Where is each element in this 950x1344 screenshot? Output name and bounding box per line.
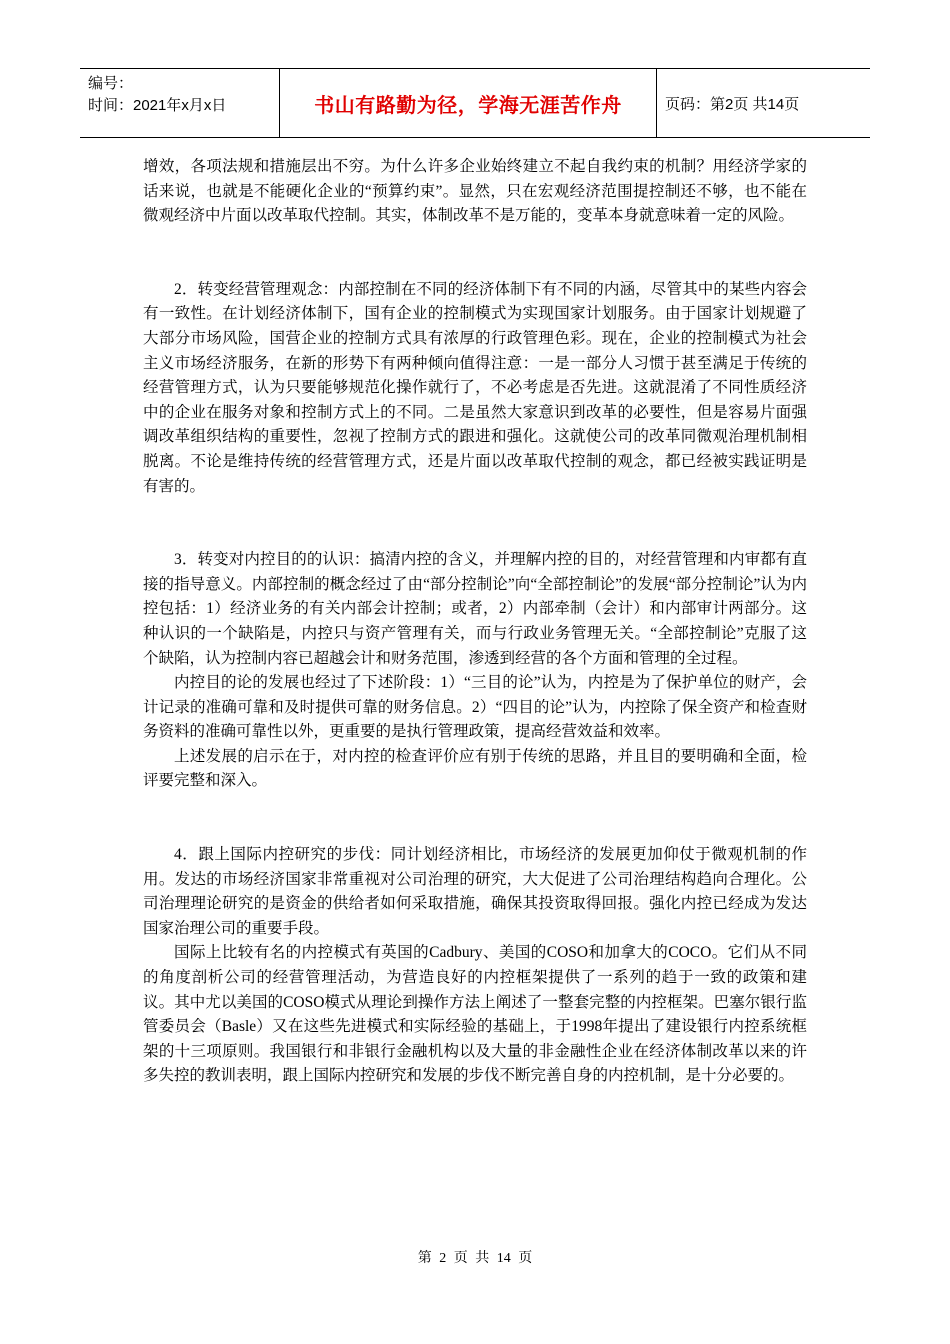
time-label: 时间：2021年x月x日: [88, 97, 227, 114]
paragraph-implication: 上述发展的启示在于，对内控的检查评价应有别于传统的思路，并且目的要明确和全面，检评要完整和深入。: [143, 747, 807, 790]
motto-text: 书山有路勤为径，学海无涯苦作舟: [314, 92, 622, 117]
paragraph-section-2: 2．转变经营管理观念：内部控制在不同的经济体制下有不同的内涵，尽管其中的某些内容会有一致性。在计划经济体制下，国有企业的控制模式为实现国家计划服务。由于国家计划规避了大部分市场风险，国营企业的控制方式具有浓厚的行政管理色彩。现在，企业的控制模式为社会主义市场经济服务，在新的形势下有两种倾向值得注意：一是一部分人习惯于甚至满足于传统的经营管理方式，认为只要能够规范化操作就行了，不必考虑是否先进。这就混淆了不同性质经济中的企业在服务对象和控制方式上的不同。二是虽然大家意识到改革的必要性，但是容易片面强调改革组织结构的重要性，忽视了控制方式的跟进和强化。这就使公司的改革同微观治理机制相脱离。不论是维持传统的经营管理方式，还是片面以改革取代控制的观念，都已经被实践证明是有害的。: [143, 280, 807, 495]
header-motto-cell: [280, 69, 657, 137]
paragraph-section-4: 4．跟上国际内控研究的步伐：同计划经济相比，市场经济的发展更加仰仗于微观机制的作用。发达的市场经济国家非常重视对公司治理的研究，大大促进了公司治理结构趋向合理化。公司治理理论研究的是资金的供给者如何采取措施，确保其投资取得回报。强化内控已经成为发达国家治理公司的重要手段。: [143, 846, 807, 937]
header-meta: [80, 69, 280, 137]
paragraph-gap: [143, 499, 807, 548]
page-footer: 第 2 页 共 14 页: [417, 1251, 533, 1266]
paragraph-continuation: 增效，各项法规和措施层出不穷。为什么许多企业始终建立不起自我约束的机制？用经济学家的话来说，也就是不能硬化企业的“预算约束”。显然，只在宏观经济范围提控制还不够，也不能在微观经济中片面以改革取代控制。其实，体制改革不是万能的，变革本身就意味着一定的风险。: [143, 158, 807, 225]
number-label: 编号：: [88, 75, 134, 92]
paragraph-gap: [143, 229, 807, 278]
page-header: [80, 68, 870, 138]
paragraph-international-models: 国际上比较有名的内控模式有英国的Cadbury、美国的COSO和加拿大的COCO。它们从不同的角度剖析公司的经营管理活动，为营造良好的内控框架提供了一系列的趋于一致的政策和建议。其中尤以美国的COSO模式从理论到操作方法上阐述了一整套完整的内控框架。巴塞尔银行监管委员会（Basle）又在这些先进模式和实际经验的基础上，于1998年提出了建设银行内控系统框架的十三项原则。我国银行和非银行金融机构以及大量的非金融性企业在经济体制改革以来的许多失控的教训表明，跟上国际内控研究和发展的步伐不断完善自身的内控机制，是十分必要的。: [143, 944, 807, 1085]
paragraph-section-3: 3．转变对内控目的的认识：搞清内控的含义，并理解内控的目的，对经营管理和内审都有直接的指导意义。内部控制的概念经过了由“部分控制论”向“全部控制论”的发展“部分控制论”认为内控包括：1）经济业务的有关内部会计控制；或者，2）内部牵制（会计）和内部审计两部分。这种认识的一个缺陷是，内控只与资产管理有关，而与行政业务管理无关。“全部控制论”克服了这个缺陷，认为控制内容已超越会计和财务范围，渗透到经营的各个方面和管理的全过程。: [143, 551, 807, 667]
paragraph-gap: [143, 794, 807, 843]
paragraph-purpose-theory: 内控目的论的发展也经过了下述阶段：1）“三目的论”认为，内控是为了保护单位的财产，会计记录的准确可靠和及时提供可靠的财务信息。2）“四目的论”认为，内控除了保全资产和检查财务资料的准确可靠性以外，更重要的是执行管理政策，提高经营效益和效率。: [143, 674, 807, 741]
body-text: [143, 155, 807, 1089]
page-info-text: 页码：第2页 共14页: [665, 95, 800, 113]
header-page-info: [657, 69, 870, 137]
